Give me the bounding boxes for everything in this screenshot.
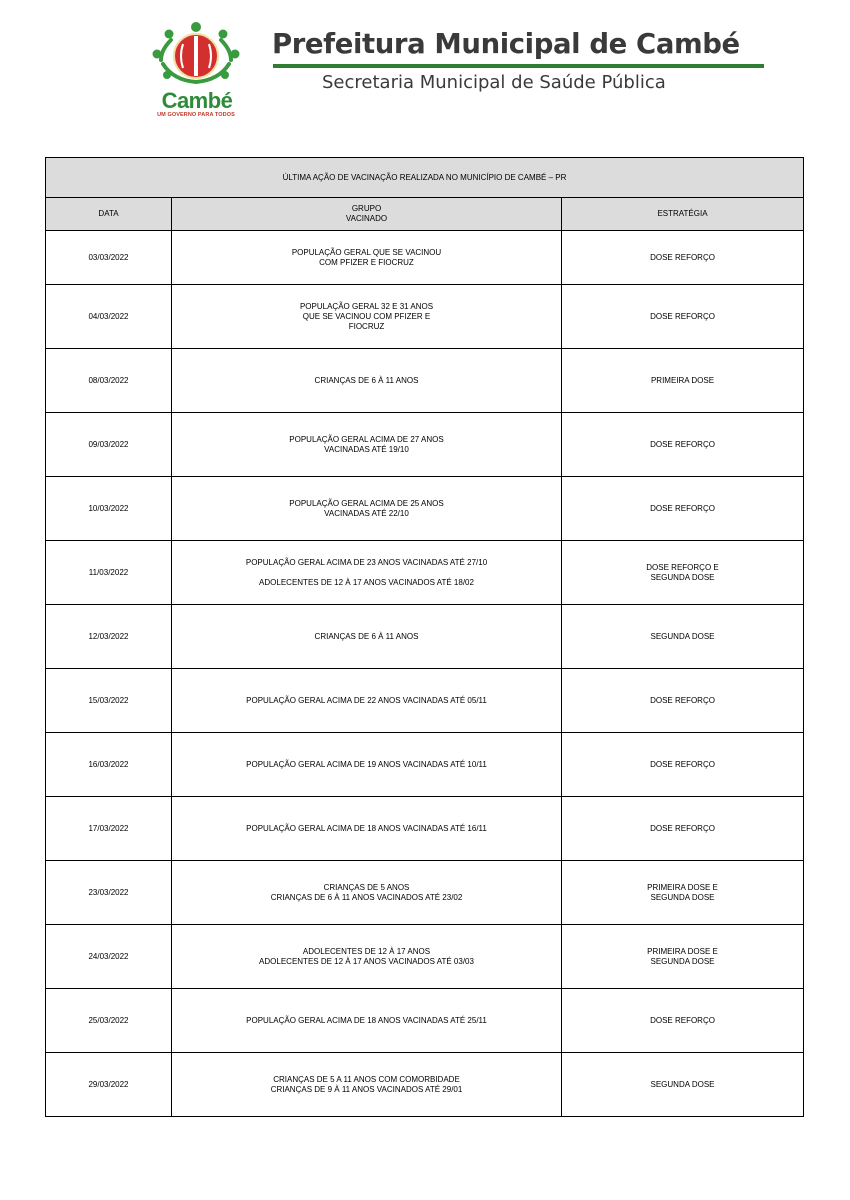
table-row	[46, 733, 804, 797]
date-cell: 12/03/2022	[46, 605, 172, 669]
table-row	[46, 861, 804, 925]
strategy-line: PRIMEIRA DOSE E	[647, 882, 718, 892]
group-cell	[172, 861, 562, 925]
date-cell: 17/03/2022	[46, 797, 172, 861]
table-row	[46, 231, 804, 285]
group-line: CRIANÇAS DE 6 À 11 ANOS	[314, 375, 419, 385]
date-cell: 15/03/2022	[46, 669, 172, 733]
group-line: QUE SE VACINOU COM PFIZER E	[302, 311, 431, 321]
logo-slogan: UM GOVERNO PARA TODOS	[157, 112, 235, 118]
column-header-group	[172, 198, 562, 231]
date-cell: 23/03/2022	[46, 861, 172, 925]
strategy-line: DOSE REFORÇO E	[646, 562, 719, 572]
group-line: POPULAÇÃO GERAL 32 E 31 ANOS	[299, 301, 434, 311]
page-header	[0, 0, 850, 140]
strategy-cell	[562, 349, 804, 413]
table-body	[46, 231, 804, 1117]
table-row	[46, 605, 804, 669]
strategy-cell	[562, 477, 804, 541]
strategy-cell	[562, 925, 804, 989]
header-divider	[273, 64, 764, 68]
strategy-line: PRIMEIRA DOSE E	[647, 946, 718, 956]
strategy-line: DOSE REFORÇO	[650, 759, 715, 769]
date-cell: 29/03/2022	[46, 1053, 172, 1117]
group-line: CRIANÇAS DE 5 A 11 ANOS COM COMORBIDADE	[273, 1074, 460, 1084]
cambe-logo	[143, 20, 249, 122]
strategy-cell	[562, 541, 804, 605]
group-line: FIOCRUZ	[348, 321, 385, 331]
strategy-line: DOSE REFORÇO	[650, 439, 715, 449]
group-line: VACINADAS ATÉ 22/10	[324, 508, 409, 518]
column-header-group-line1: GRUPO	[351, 204, 382, 213]
table-row	[46, 925, 804, 989]
date-cell: 24/03/2022	[46, 925, 172, 989]
date-cell: 25/03/2022	[46, 989, 172, 1053]
strategy-line: DOSE REFORÇO	[650, 1015, 715, 1025]
strategy-cell	[562, 605, 804, 669]
strategy-line: SEGUNDA DOSE	[650, 892, 715, 902]
table-row	[46, 285, 804, 349]
group-cell	[172, 477, 562, 541]
table-row	[46, 669, 804, 733]
group-cell	[172, 733, 562, 797]
group-line: POPULAÇÃO GERAL ACIMA DE 18 ANOS VACINADAS ATÉ 25/11	[246, 1015, 487, 1025]
column-header-group-line2: VACINADO	[345, 214, 388, 223]
group-line: POPULAÇÃO GERAL ACIMA DE 22 ANOS VACINADAS ATÉ 05/11	[246, 695, 487, 705]
strategy-line: DOSE REFORÇO	[650, 252, 715, 262]
strategy-line: SEGUNDA DOSE	[650, 1079, 715, 1089]
group-line: POPULAÇÃO GERAL ACIMA DE 25 ANOS	[289, 498, 444, 508]
logo-emblem-icon	[143, 20, 249, 90]
date-cell: 03/03/2022	[46, 231, 172, 285]
date-cell: 16/03/2022	[46, 733, 172, 797]
group-line: POPULAÇÃO GERAL QUE SE VACINOU	[291, 247, 442, 257]
strategy-line: PRIMEIRA DOSE	[650, 375, 715, 385]
strategy-cell	[562, 797, 804, 861]
group-line: CRIANÇAS DE 9 À 11 ANOS VACINADOS ATÉ 29/01	[270, 1084, 463, 1094]
strategy-line: DOSE REFORÇO	[650, 311, 715, 321]
group-line: ADOLECENTES DE 12 À 17 ANOS	[302, 946, 431, 956]
group-cell	[172, 605, 562, 669]
group-cell	[172, 669, 562, 733]
strategy-cell	[562, 285, 804, 349]
date-cell: 08/03/2022	[46, 349, 172, 413]
group-line: POPULAÇÃO GERAL ACIMA DE 27 ANOS	[289, 434, 444, 444]
strategy-cell	[562, 413, 804, 477]
table-title: ÚLTIMA AÇÃO DE VACINAÇÃO REALIZADA NO MUNICÍPIO DE CAMBÉ – PR	[46, 158, 804, 198]
table-row	[46, 1053, 804, 1117]
table-row	[46, 477, 804, 541]
group-line: POPULAÇÃO GERAL ACIMA DE 19 ANOS VACINADAS ATÉ 10/11	[246, 759, 487, 769]
org-title: Prefeitura Municipal de Cambé	[272, 28, 740, 60]
group-cell	[172, 413, 562, 477]
strategy-cell	[562, 861, 804, 925]
group-line: COM PFIZER E FIOCRUZ	[319, 257, 414, 267]
group-line: ADOLECENTES DE 12 À 17 ANOS VACINADOS ATÉ 18/02	[259, 577, 474, 587]
group-line: POPULAÇÃO GERAL ACIMA DE 23 ANOS VACINADAS ATÉ 27/10	[245, 557, 488, 567]
strategy-cell	[562, 669, 804, 733]
group-line: POPULAÇÃO GERAL ACIMA DE 18 ANOS VACINADAS ATÉ 16/11	[246, 823, 487, 833]
strategy-line: SEGUNDA DOSE	[650, 572, 715, 582]
table-row	[46, 797, 804, 861]
column-header-strategy: ESTRATÉGIA	[562, 198, 804, 231]
table-row	[46, 989, 804, 1053]
group-cell	[172, 1053, 562, 1117]
table-title-row	[46, 158, 804, 198]
table-row	[46, 413, 804, 477]
strategy-line: SEGUNDA DOSE	[650, 956, 715, 966]
strategy-line: SEGUNDA DOSE	[650, 631, 715, 641]
date-cell: 04/03/2022	[46, 285, 172, 349]
group-line: CRIANÇAS DE 6 À 11 ANOS	[314, 631, 419, 641]
vaccination-table	[45, 157, 804, 1117]
strategy-cell	[562, 989, 804, 1053]
strategy-cell	[562, 1053, 804, 1117]
group-cell	[172, 231, 562, 285]
group-cell	[172, 285, 562, 349]
group-cell	[172, 541, 562, 605]
logo-name: Cambé	[161, 88, 233, 113]
group-line: CRIANÇAS DE 5 ANOS	[323, 882, 410, 892]
date-cell: 09/03/2022	[46, 413, 172, 477]
date-cell: 10/03/2022	[46, 477, 172, 541]
group-cell	[172, 989, 562, 1053]
group-line: CRIANÇAS DE 6 À 11 ANOS VACINADOS ATÉ 23/02	[270, 892, 463, 902]
group-cell	[172, 925, 562, 989]
table-header-row	[46, 198, 804, 231]
table-row	[46, 541, 804, 605]
date-cell: 11/03/2022	[46, 541, 172, 605]
strategy-line: DOSE REFORÇO	[650, 695, 715, 705]
group-line: VACINADAS ATÉ 19/10	[324, 444, 409, 454]
table-row	[46, 349, 804, 413]
strategy-cell	[562, 733, 804, 797]
strategy-cell	[562, 231, 804, 285]
column-header-date: DATA	[46, 198, 172, 231]
group-line: ADOLECENTES DE 12 À 17 ANOS VACINADOS ATÉ 03/03	[259, 956, 474, 966]
org-subtitle: Secretaria Municipal de Saúde Pública	[322, 72, 666, 93]
strategy-line: DOSE REFORÇO	[650, 503, 715, 513]
group-cell	[172, 797, 562, 861]
strategy-line: DOSE REFORÇO	[650, 823, 715, 833]
group-cell	[172, 349, 562, 413]
